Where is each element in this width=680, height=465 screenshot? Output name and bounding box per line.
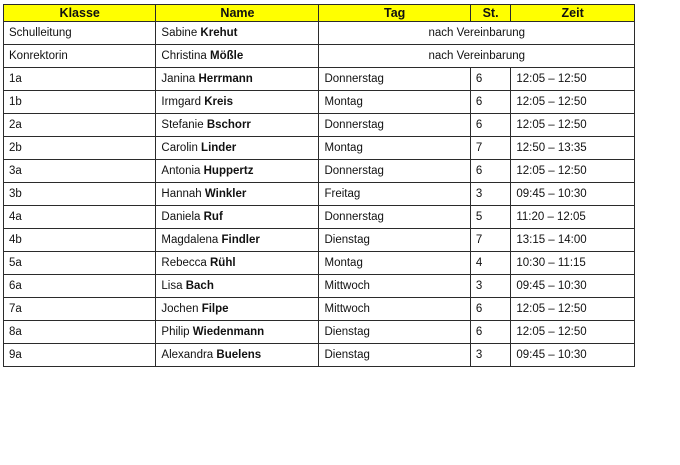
cell-tag: Donnerstag <box>319 68 470 91</box>
header-zeit: Zeit <box>511 5 635 22</box>
first-name: Lisa <box>161 280 183 292</box>
cell-zeit: 13:15 – 14:00 <box>511 229 635 252</box>
table-row <box>4 68 635 91</box>
cell-name <box>156 321 319 344</box>
last-name: Winkler <box>204 188 247 200</box>
first-name: Hannah <box>161 188 202 200</box>
cell-st: 7 <box>470 137 511 160</box>
table-row <box>4 114 635 137</box>
cell-name <box>156 45 319 68</box>
cell-tag: Mittwoch <box>319 298 470 321</box>
first-name: Janina <box>161 73 196 85</box>
cell-klasse: 2a <box>4 114 156 137</box>
cell-klasse: 9a <box>4 344 156 367</box>
cell-zeit: 12:05 – 12:50 <box>511 298 635 321</box>
cell-zeit: 12:50 – 13:35 <box>511 137 635 160</box>
last-name: Krehut <box>200 27 238 39</box>
cell-tag: Montag <box>319 91 470 114</box>
cell-name <box>156 206 319 229</box>
cell-klasse: 3a <box>4 160 156 183</box>
last-name: Ruf <box>203 211 223 223</box>
cell-zeit: 09:45 – 10:30 <box>511 183 635 206</box>
first-name: Daniela <box>161 211 201 223</box>
table-row <box>4 252 635 275</box>
first-name: Alexandra <box>161 349 214 361</box>
cell-st: 7 <box>470 229 511 252</box>
first-name: Jochen <box>161 303 199 315</box>
last-name: Findler <box>221 234 260 246</box>
table-row <box>4 229 635 252</box>
cell-name <box>156 114 319 137</box>
cell-klasse: 2b <box>4 137 156 160</box>
cell-st: 6 <box>470 91 511 114</box>
cell-zeit: 12:05 – 12:50 <box>511 68 635 91</box>
last-name: Wiedenmann <box>192 326 265 338</box>
cell-tag: Montag <box>319 137 470 160</box>
last-name: Kreis <box>204 96 234 108</box>
cell-klasse: 6a <box>4 275 156 298</box>
cell-role: Konrektorin <box>4 45 156 68</box>
first-name: Sabine <box>161 27 198 39</box>
table-row <box>4 137 635 160</box>
cell-st: 6 <box>470 298 511 321</box>
last-name: Rühl <box>210 257 236 269</box>
cell-tag: Donnerstag <box>319 206 470 229</box>
table-row <box>4 160 635 183</box>
cell-name <box>156 22 319 45</box>
table-row <box>4 321 635 344</box>
cell-klasse: 5a <box>4 252 156 275</box>
cell-zeit: 11:20 – 12:05 <box>511 206 635 229</box>
first-name: Carolin <box>161 142 198 154</box>
cell-role: Schulleitung <box>4 22 156 45</box>
cell-zeit: 12:05 – 12:50 <box>511 91 635 114</box>
cell-st: 3 <box>470 344 511 367</box>
cell-klasse: 1a <box>4 68 156 91</box>
cell-zeit: 09:45 – 10:30 <box>511 275 635 298</box>
cell-zeit: 12:05 – 12:50 <box>511 114 635 137</box>
cell-zeit: 09:45 – 10:30 <box>511 344 635 367</box>
cell-klasse: 4a <box>4 206 156 229</box>
table-row <box>4 344 635 367</box>
table-row <box>4 275 635 298</box>
table-row <box>4 206 635 229</box>
cell-zeit: 10:30 – 11:15 <box>511 252 635 275</box>
cell-klasse: 1b <box>4 91 156 114</box>
cell-name <box>156 91 319 114</box>
cell-tag: Dienstag <box>319 321 470 344</box>
header-tag: Tag <box>319 5 470 22</box>
last-name: Herrmann <box>198 73 253 85</box>
first-name: Christina <box>161 50 207 62</box>
cell-name <box>156 68 319 91</box>
header-klasse: Klasse <box>4 5 156 22</box>
last-name: Linder <box>201 142 237 154</box>
cell-klasse: 8a <box>4 321 156 344</box>
cell-tag: Dienstag <box>319 344 470 367</box>
cell-tag: Donnerstag <box>319 114 470 137</box>
cell-zeit: 12:05 – 12:50 <box>511 160 635 183</box>
cell-klasse: 3b <box>4 183 156 206</box>
first-name: Stefanie <box>161 119 204 131</box>
first-name: Irmgard <box>161 96 202 108</box>
table-row-leadership <box>4 45 635 68</box>
cell-tag: Mittwoch <box>319 275 470 298</box>
cell-st: 6 <box>470 114 511 137</box>
table-row <box>4 183 635 206</box>
table-body <box>4 22 635 367</box>
cell-name <box>156 229 319 252</box>
cell-st: 6 <box>470 68 511 91</box>
table-row <box>4 298 635 321</box>
cell-st: 6 <box>470 321 511 344</box>
cell-tag: Montag <box>319 252 470 275</box>
cell-st: 3 <box>470 183 511 206</box>
last-name: Huppertz <box>203 165 254 177</box>
cell-st: 3 <box>470 275 511 298</box>
cell-zeit: 12:05 – 12:50 <box>511 321 635 344</box>
cell-st: 6 <box>470 160 511 183</box>
cell-name <box>156 183 319 206</box>
header-st: St. <box>470 5 511 22</box>
cell-appointment-note: nach Vereinbarung <box>319 45 635 68</box>
cell-klasse: 7a <box>4 298 156 321</box>
cell-tag: Freitag <box>319 183 470 206</box>
cell-name <box>156 137 319 160</box>
cell-st: 4 <box>470 252 511 275</box>
cell-st: 5 <box>470 206 511 229</box>
cell-appointment-note: nach Vereinbarung <box>319 22 635 45</box>
cell-tag: Donnerstag <box>319 160 470 183</box>
first-name: Philip <box>161 326 190 338</box>
first-name: Antonia <box>161 165 201 177</box>
first-name: Rebecca <box>161 257 207 269</box>
table-row-leadership <box>4 22 635 45</box>
last-name: Bach <box>185 280 214 292</box>
last-name: Filpe <box>201 303 229 315</box>
last-name: Bschorr <box>206 119 251 131</box>
office-hours-table <box>3 4 635 367</box>
table-header <box>4 5 635 22</box>
cell-name <box>156 298 319 321</box>
cell-name <box>156 344 319 367</box>
first-name: Magdalena <box>161 234 219 246</box>
header-row <box>4 5 635 22</box>
cell-name <box>156 275 319 298</box>
cell-name <box>156 160 319 183</box>
last-name: Mößle <box>210 50 244 62</box>
header-name: Name <box>156 5 319 22</box>
cell-klasse: 4b <box>4 229 156 252</box>
last-name: Buelens <box>216 349 262 361</box>
table-row <box>4 91 635 114</box>
cell-name <box>156 252 319 275</box>
cell-tag: Dienstag <box>319 229 470 252</box>
